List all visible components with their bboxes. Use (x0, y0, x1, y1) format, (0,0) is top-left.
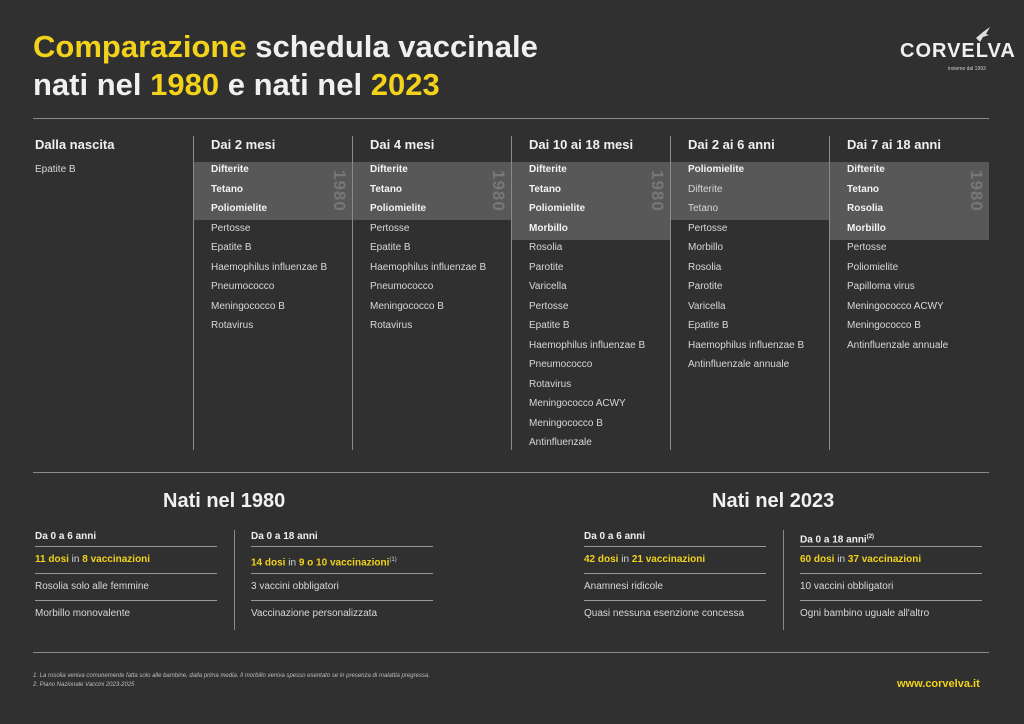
vaccine-item: Difterite (529, 164, 567, 175)
page-title (33, 28, 538, 104)
vaccine-item: Meningococco ACWY (529, 398, 626, 409)
vaccine-item: Rotavirus (211, 320, 254, 331)
summary-block (584, 530, 766, 627)
vaccine-item: Pneumococco (211, 281, 275, 292)
top-divider (33, 118, 989, 119)
doses-row (35, 546, 217, 573)
footnote: 2. Piano Nazionale Vaccini 2023-2025 (33, 682, 135, 688)
block-header-text: Da 0 a 6 anni (584, 531, 646, 542)
vaccine-item: Pneumococco (370, 281, 434, 292)
vaccine-item: Varicella (529, 281, 567, 292)
vaccine-item: Poliomielite (211, 203, 268, 214)
vaccine-item: Varicella (688, 300, 726, 312)
doses-row (800, 546, 982, 573)
vaccine-item: Antinfluenzale (529, 437, 592, 448)
band-year-label: 1980 (967, 170, 986, 212)
vaccine-list (688, 160, 830, 375)
vaccine-list (35, 160, 185, 180)
column-header: Dai 7 ai 18 anni (847, 137, 941, 152)
vaccine-item: Meningococco B (847, 320, 921, 331)
doses-value: 60 dosi (800, 554, 835, 565)
band-year-label: 1980 (489, 170, 508, 212)
vaccine-item: Epatite B (688, 320, 729, 331)
vaccine-item: Difterite (211, 164, 249, 175)
vaccine-item: Tetano (370, 183, 403, 195)
column-header: Dai 4 mesi (370, 137, 435, 152)
vaccine-list (847, 160, 989, 355)
vaccine-item: Epatite B (370, 242, 411, 253)
vaccine-list (370, 160, 512, 336)
vaccine-item: Tetano (211, 183, 244, 195)
schedule-column (352, 136, 512, 450)
doses-value: 14 dosi (251, 557, 286, 569)
column-header: Dalla nascita (35, 137, 115, 152)
note-row: Ogni bambino uguale all'altro (800, 600, 982, 627)
section-title-1980: Nati nel 1980 (163, 490, 286, 512)
block-separator (234, 530, 235, 630)
vaccine-item: Epatite B (35, 164, 76, 175)
vaccine-item: Tetano (688, 203, 719, 214)
doses-connector: in (68, 554, 83, 565)
vaccine-item: Parotite (688, 281, 723, 292)
column-header: Dai 2 mesi (211, 137, 276, 152)
title-part-a: nati nel (33, 67, 151, 102)
block-separator (783, 530, 784, 630)
block-header (251, 530, 433, 546)
vaccine-list (529, 160, 671, 453)
note-row: 3 vaccini obbligatori (251, 573, 433, 600)
title-year-2023: 2023 (370, 67, 440, 102)
block-header (35, 530, 217, 546)
block-header (800, 530, 982, 546)
schedule-column (511, 136, 671, 450)
block-header (584, 530, 766, 546)
vaccine-item: Haemophilus influenzae B (370, 261, 487, 273)
note-row: Morbillo monovalente (35, 600, 217, 627)
vaccinations-value: 37 vaccinazioni (847, 554, 922, 565)
vaccine-item: Morbillo (529, 222, 568, 234)
vaccine-item: Pertosse (370, 222, 410, 234)
vaccine-item: Pertosse (688, 222, 728, 234)
vaccine-item: Meningococco B (211, 300, 285, 312)
schedule-column (829, 136, 989, 450)
vaccine-item: Antinfluenzale annuale (688, 359, 790, 370)
doses-value: 42 dosi (584, 554, 619, 565)
vaccine-item: Rosolia (688, 261, 722, 273)
column-header: Dai 2 ai 6 anni (688, 137, 775, 152)
logo-text: CORVELVA (900, 40, 1016, 62)
vaccine-list (211, 160, 353, 336)
band-year-label: 1980 (648, 170, 667, 212)
vaccinations-value: 21 vaccinazioni (631, 554, 706, 565)
title-year-1980: 1980 (150, 67, 220, 102)
vaccine-item: Haemophilus influenzae B (688, 339, 805, 351)
summary-block (35, 530, 217, 627)
vaccine-item: Tetano (847, 183, 880, 195)
doses-connector: in (834, 554, 848, 565)
footnote-ref: (2) (866, 534, 875, 540)
vaccinations-value: 8 vaccinazioni (82, 554, 151, 565)
note-row: Anamnesi ridicole (584, 573, 766, 600)
note-row: Rosolia solo alle femmine (35, 573, 217, 600)
doses-connector: in (618, 554, 632, 565)
title-part-b: e nati nel (219, 67, 371, 102)
column-header: Dai 10 ai 18 mesi (529, 137, 634, 152)
vaccine-item: Pneumococco (529, 359, 593, 370)
schedule-column (670, 136, 830, 450)
vaccine-item: Pertosse (211, 222, 251, 234)
vaccine-item: Poliomielite (688, 164, 745, 175)
vaccine-item: Difterite (370, 164, 408, 175)
corvelva-logo (900, 26, 1016, 72)
website-link[interactable]: www.corvelva.it (897, 678, 980, 690)
block-header-text: Da 0 a 18 anni (251, 531, 318, 542)
schedule-column (35, 136, 185, 180)
footnote-ref: (1) (389, 557, 397, 563)
title-highlight: Comparazione (33, 29, 247, 64)
vaccine-item: Poliomielite (370, 203, 427, 214)
vaccine-item: Tetano (529, 183, 562, 195)
vaccine-item: Pertosse (847, 242, 887, 253)
vaccine-item: Rosolia (847, 203, 884, 214)
vaccine-item: Papilloma virus (847, 281, 915, 292)
band-year-label: 1980 (330, 170, 349, 212)
vaccine-item: Haemophilus influenzae B (211, 261, 328, 273)
summary-block (251, 530, 433, 627)
footnote: 1. La rosolia veniva comunemente fatta solo alle bambine, dalla prima media. Il morbillo veniva spesso esentato se in presenza di malattia pregressa. (33, 673, 430, 679)
note-row: Vaccinazione personalizzata (251, 600, 433, 627)
block-header-text: Da 0 a 6 anni (35, 531, 97, 542)
doses-row (584, 546, 766, 573)
vaccine-item: Rosolia (529, 242, 563, 253)
summary-block (800, 530, 982, 627)
vaccine-item: Difterite (847, 164, 885, 175)
section-title-2023: Nati nel 2023 (712, 490, 835, 512)
vaccine-item: Poliomielite (529, 203, 586, 214)
vaccine-item: Meningococco B (370, 300, 444, 312)
vaccine-item: Antinfluenzale annuale (847, 339, 949, 351)
vaccine-item: Meningococco B (529, 417, 603, 429)
note-row: 10 vaccini obbligatori (800, 573, 982, 600)
vaccine-item: Poliomielite (847, 261, 899, 273)
vaccine-item: Haemophilus influenzae B (529, 339, 646, 351)
doses-value: 11 dosi (35, 554, 69, 565)
vaccine-item: Parotite (529, 261, 564, 273)
block-header-text: Da 0 a 18 anni (800, 534, 867, 546)
vaccine-item: Difterite (688, 183, 723, 195)
vaccine-item: Epatite B (211, 242, 252, 253)
logo-tagline: insieme dal 1993 (948, 66, 986, 72)
vaccine-item: Morbillo (688, 242, 724, 253)
schedule-column (193, 136, 353, 450)
vaccine-item: Rotavirus (529, 378, 572, 390)
bottom-divider (33, 652, 989, 653)
vaccinations-value: 9 o 10 vaccinazioni (298, 557, 390, 569)
vaccine-item: Meningococco ACWY (847, 300, 944, 312)
vaccine-item: Epatite B (529, 320, 570, 331)
vaccine-item: Morbillo (847, 222, 886, 234)
doses-row (251, 546, 433, 573)
vaccine-item: Pertosse (529, 300, 569, 312)
title-rest: schedula vaccinale (246, 29, 538, 64)
middle-divider (33, 472, 989, 473)
doses-connector: in (285, 557, 299, 569)
vaccine-item: Rotavirus (370, 320, 413, 331)
note-row: Quasi nessuna esenzione concessa (584, 600, 766, 627)
